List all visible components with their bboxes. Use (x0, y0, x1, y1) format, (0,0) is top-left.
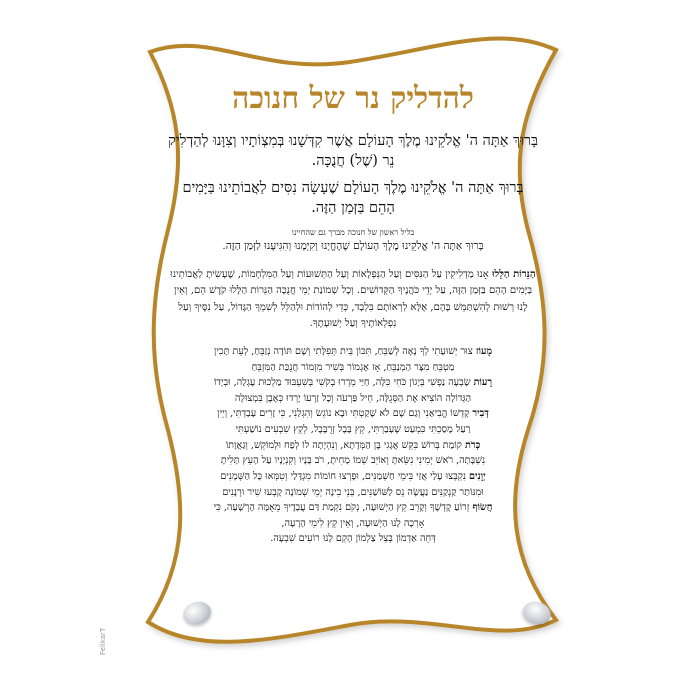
maoz-line: חֲשׂוֹף זְרוֹעַ קָדְשֶׁךָ וְקָרֵב קֵץ הַיְשׁוּעָה, נְקֹם נִקְמַת דַּם עֲבָדֶיךָ מֵאֻמָּה הָרְשָׁעָה, כִּי (213, 502, 493, 514)
maoz-line: וּמִנּוֹתַר קַנְקַנִּים נַעֲשָׂה נֵס לַשּׁוֹשַׁנִּים, בְּנֵי בִינָה יְמֵי שְׁמוֹנָה קָבְעוּ שִׁיר וּרְנָנִים (222, 486, 484, 498)
maoz-line: מָעוֹז צוּר יְשׁוּעָתִי לְךָ נָאֶה לְשַׁבֵּחַ, תִּכּוֹן בֵּית תְּפִלָּתִי וְשָׁם תּוֹדָה נְזַבֵּחַ, לְעֵת תָּכִין (213, 345, 493, 357)
maoz-line: הַגְּדוֹלָה הוֹצִיא אֶת הַסְּגֻלָּה, חֵיל פַּרְעֹה וְכָל זַרְעוֹ יָרְדוּ כְּאֶבֶן בִּמְצוּלָה (234, 392, 472, 404)
blessing-1: בָּרוּךְ אַתָּה ה' אֱלֹקֵינוּ מֶלֶךְ הָעוֹלָם אֲשֶׁר קִדְּשָׁנוּ בְּמִצְוֹתָיו וְצִוָּנוּ לְהַדְלִיק נֵר (שֶׁל) חֲנֻכָּה. (168, 132, 538, 169)
maoz-line: מַטְבֵּחַ מִצָּר הַמְנַבֵּחַ, אָז אֶגְמוֹר בְּשִׁיר מִזְמוֹר חֲנֻכַּת הַמִּזְבֵּחַ (251, 361, 455, 373)
hanerot-halalu (168, 267, 538, 332)
maoz-line: נִשְׁבָּתָה, רֹאשׁ יְמִינִי נִשֵּׂאתָ וְאוֹיֵב שְׁמוֹ מָחִיתָ, רֹב בָּנָיו וְקִנְיָנָיו עַל הָעֵץ תָּלִיתָ (220, 455, 486, 467)
maoz-tzur (168, 344, 538, 547)
hanerot-bold: הַנֵּרוֹת הַלָּלוּ (491, 269, 536, 281)
maoz-line: רַעַל מָסַכְתִּי כִּמְעַט שֶׁעָבַרְתִּי, קֵץ בָּבֶל זְרֻבָּבֶל, לְקֵץ שִׁבְעִים נוֹשַׁעְתִּי (235, 424, 471, 436)
maoz-line: רָעוֹת שָׂבְעָה נַפְשִׁי בְּיָגוֹן כֹּחִי כִּלָּה, חַיַּי מֵרְרוּ בְקֹשִׁי בְּשִׁעְבּוּד מַלְכוּת עֶגְלָה, וּבְיָדוֹ (213, 377, 493, 389)
artist-watermark: FelikarT (99, 627, 107, 655)
page-title: להדליק נר של חנוכה (232, 81, 474, 116)
maoz-line: יְוָנִים נִקְבְּצוּ עָלַי אֲזַי בִּימֵי חַשְׁמַנִּים, וּפָרְצוּ חוֹמוֹת מִגְדָּלַי וְטִמְּאוּ כָּל הַשְּׁמָנִים (220, 470, 486, 482)
maoz-line: אָרְכָה לָנוּ הַיְשׁוּעָה, וְאֵין קֵץ לִימֵי הָרָעָה, (281, 517, 425, 529)
blessing-2: בָּרוּךְ אַתָּה ה' אֱלֹקֵינוּ מֶלֶךְ הָעוֹלָם שֶׁעָשָׂה נִסִּים לַאֲבוֹתֵינוּ בַּיָּמִים הָהֵם בַּזְּמַן הַזֶּה. (182, 179, 524, 216)
first-night-note: בליל ראשון של חנוכה מברך גם שהחיינו (291, 227, 415, 237)
maoz-line: דְּחֵה אַדְמוֹן בְּצֵל צַלְמוֹן הָקֵם לָנוּ רוֹעִים שִׁבְעָה. (270, 533, 436, 545)
maoz-line: כְּרֹת קוֹמַת בְּרוֹשׁ בִּקֵּשׁ אֲגָגִי בֶּן הַמְּדָתָא, וְנִהְיָתָה לוֹ לְפַח וּלְמוֹקֵשׁ, וְגַאֲוָתוֹ (225, 439, 481, 451)
prayer-content (168, 82, 538, 547)
hanerot-text: אָנוּ מַדְלִיקִין עַל הַנִּסִּים וְעַל הַנִּפְלָאוֹת וְעַל הַתְּשׁוּעוֹת וְעַל הַמִּלְחָמוֹת, שֶׁעָשִׂיתָ לַאֲבוֹתֵינוּ בַּיָּמִים הָהֵם בַּזְּמַן הַזֶּה, עַל יְדֵי כֹּהֲנֶיךָ הַקְּדוֹשִׁים. וְכָל שְׁמוֹנַת יְמֵי חֲנֻכָּה הַנֵּרוֹת הַלָּלוּ קֹדֶשׁ הֵם, וְאֵין לָנוּ רְשׁוּת לְהִשְׁתַּמֵּשׁ בָּהֶם, אֶלָּא לִרְאוֹתָם בִּלְבָד, כְּדֵי לְהוֹדוֹת וּלְהַלֵּל לְשִׁמְךָ הַגָּדוֹל, עַל נִסֶּיךָ וְעַל נִפְלְאוֹתֶיךָ וְעַל יְשׁוּעָתֶךָ. (170, 269, 533, 329)
maoz-line: דְּבִיר קָדְשׁוֹ הֱבִיאַנִי וְגַם שָׁם לֹא שָׁקַטְתִּי וּבָא נוֹגֵשׂ וְהִגְלַנִי, כִּי זָרִים עָבַדְתִּי, וְיֵין (217, 408, 489, 420)
shehecheyanu-blessing: בָּרוּךְ אַתָּה ה' אֱלֹקֵינוּ מֶלֶךְ הָעוֹלָם שֶׁהֶחֱיָנוּ וְקִיְּמָנוּ וְהִגִּיעָנוּ לַזְּמַן הַזֶּה. (222, 239, 484, 252)
